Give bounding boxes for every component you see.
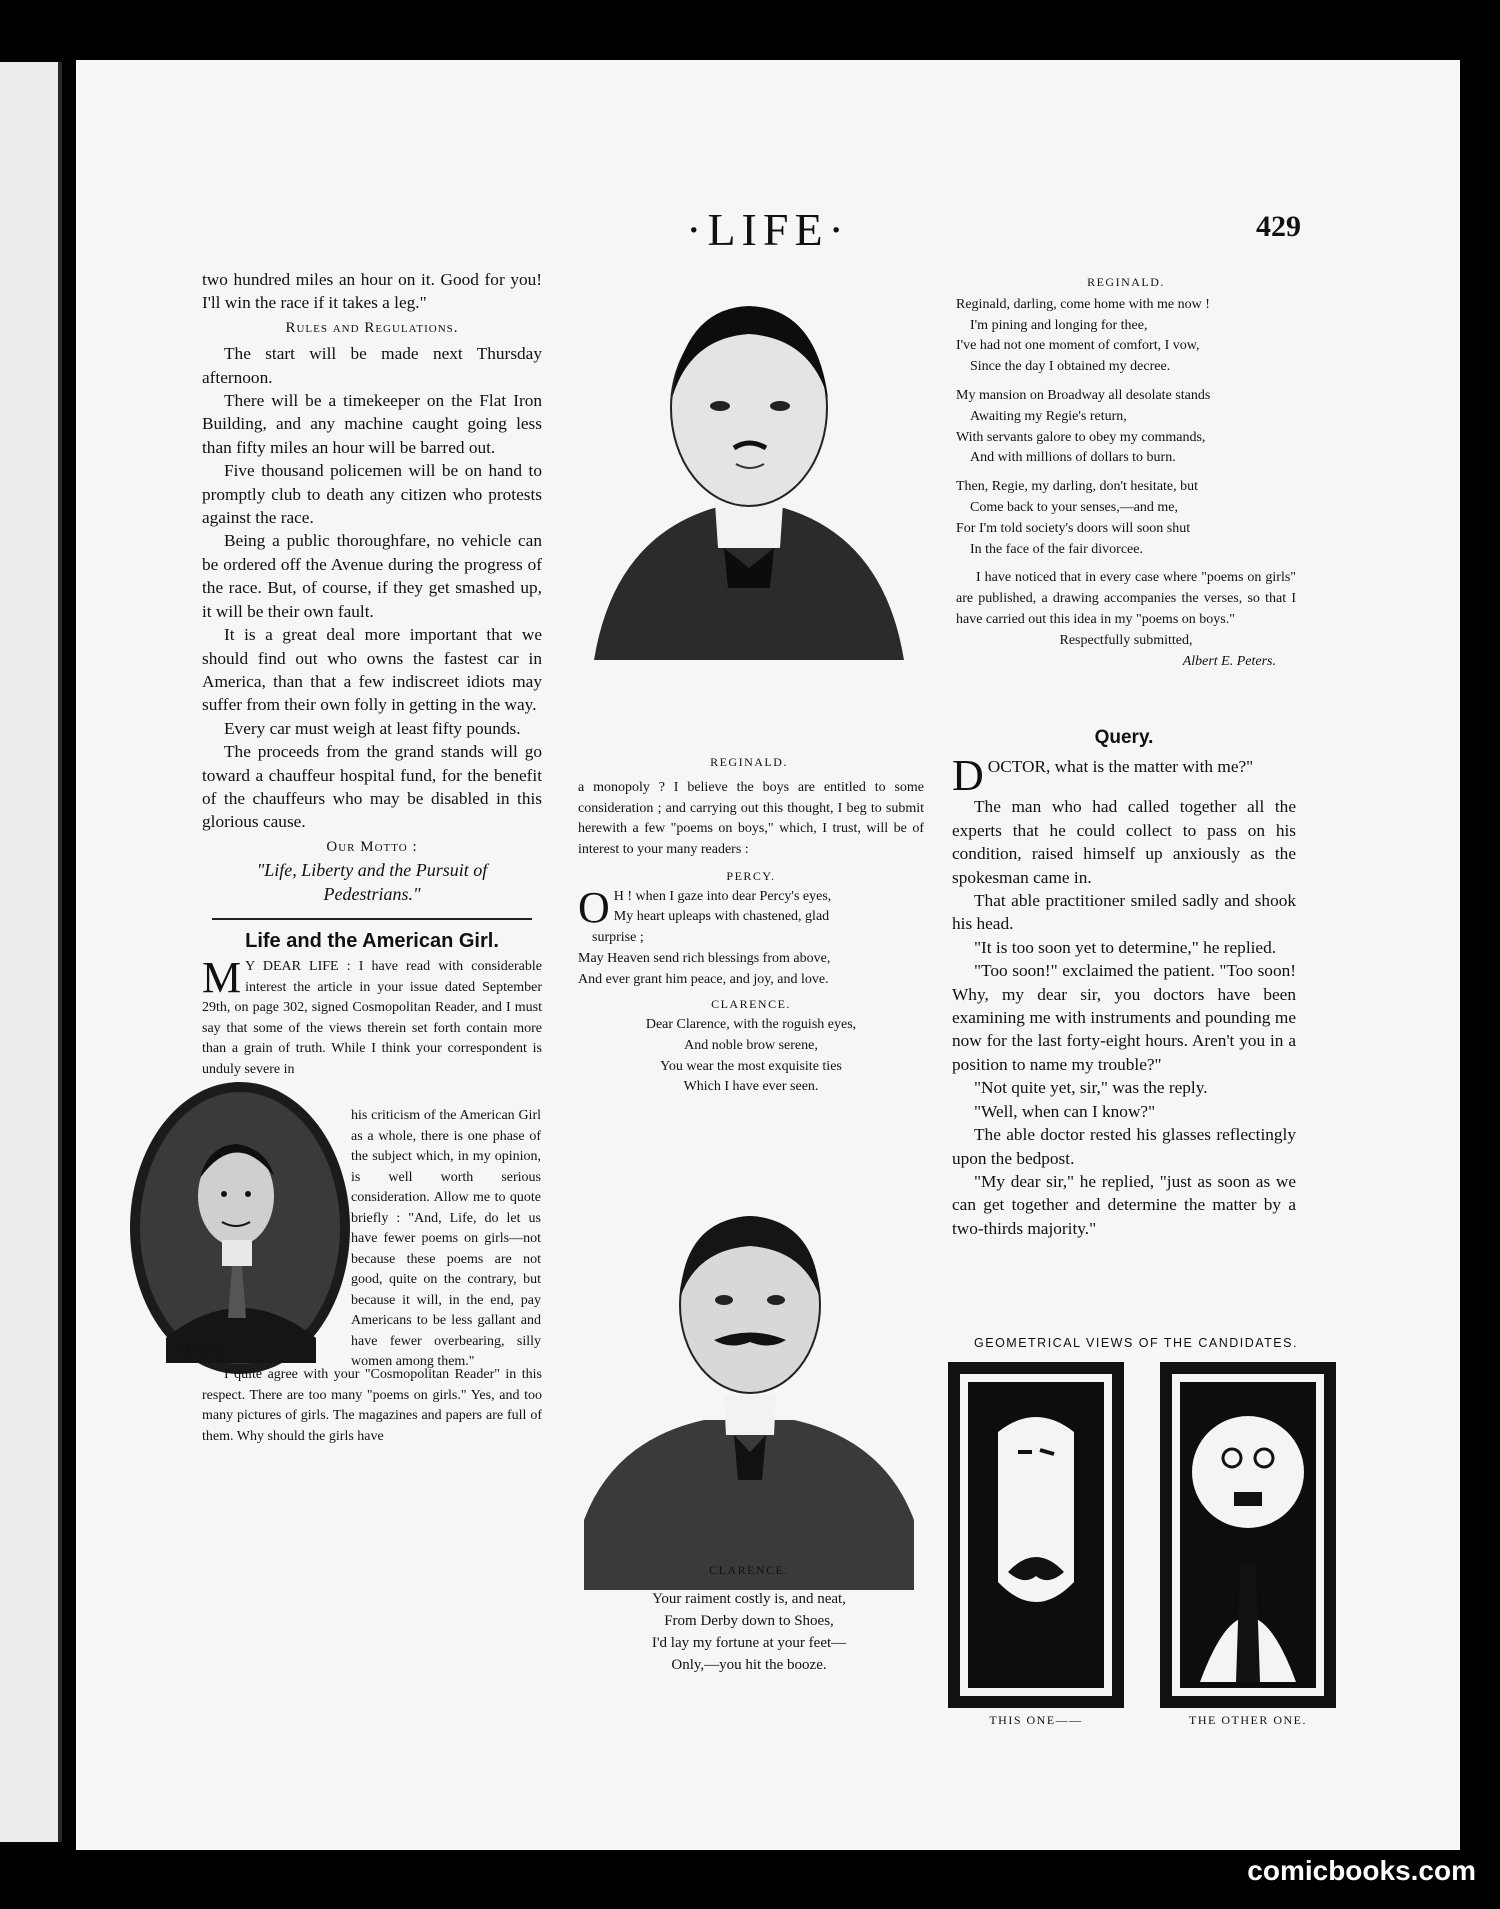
query-paragraph: "My dear sir," he replied, "just as soon as we can get together and determine the matter by a two-thirds majority." <box>952 1171 1296 1238</box>
query-paragraph: That able practitioner smiled sadly and shook his head. <box>952 891 1296 934</box>
rules-paragraph: Being a public thoroughfare, no vehicle can be ordered off the Avenue during the progress of the race. But, of course, if they get smashed up, it will be their own fault. <box>202 531 542 621</box>
magazine-page <box>76 60 1460 1850</box>
poem-title-clarence: CLARENCE. <box>711 997 791 1012</box>
query-title: Query. <box>1094 727 1154 748</box>
drop-cap: D <box>952 751 984 801</box>
column-left <box>202 268 542 1080</box>
rules-heading: Rules and Regulations. <box>285 319 459 336</box>
poem-line: Your raiment costly is, and neat, <box>652 1591 846 1607</box>
query-paragraph: OCTOR, what is the matter with me?" <box>987 757 1254 777</box>
query-paragraph: "Well, when can I know?" <box>974 1101 1156 1121</box>
rules-paragraph: There will be a timekeeper on the Flat Iron Building, and any machine caught going less than fifty miles an hour will be barred out. <box>202 391 542 457</box>
signature: Albert E. Peters. <box>1182 653 1276 669</box>
poem-clarence-raiment <box>584 1588 914 1676</box>
poem-line: Since the day I obtained my decree. <box>970 359 1171 375</box>
signoff: Respectfully submitted, <box>1059 632 1193 648</box>
poem-line: Dear Clarence, with the roguish eyes, <box>645 1016 857 1032</box>
rules-paragraph: Five thousand policemen will be on hand to promptly club to death any citizen who protests against the race. <box>202 461 542 528</box>
query-paragraph: "Not quite yet, sir," was the reply. <box>974 1078 1208 1098</box>
poem-line: Only,—you hit the booze. <box>671 1657 827 1673</box>
drop-cap: M <box>202 953 242 1003</box>
geometric-cartoon-other-one <box>1160 1362 1336 1708</box>
poem-line: From Derby down to Shoes, <box>664 1613 834 1629</box>
stanza-3 <box>956 477 1296 560</box>
poem-line: I'm pining and longing for thee, <box>970 317 1148 333</box>
article-opening <box>202 953 542 1080</box>
article-wrap-text <box>351 1106 541 1373</box>
adjacent-page-edge <box>0 62 62 1842</box>
query-paragraph: The able doctor rested his glasses reflectingly upon the bedpost. <box>952 1125 1296 1168</box>
article-paragraph: Y DEAR LIFE : I have read with considerable interest the article in your issue dated September 29th, on page 302, signed Cosmopolitan Reader, and I must say that some of the views therein set forth contain more than a grain of truth. While I think your correspondent is unduly severe in <box>202 959 542 1077</box>
reginald-caption: REGINALD. <box>710 755 788 769</box>
article-title: Life and the American Girl. <box>245 929 499 952</box>
article-paragraph: I quite agree with your "Cosmopolitan Reader" in this respect. There are too many "poems on girls." Yes, and too many pictures of girls. The magazines and papers are full of them. Why should the girls have <box>202 1367 542 1444</box>
page-number: 429 <box>1256 210 1301 243</box>
geometric-views-title: GEOMETRICAL VIEWS OF THE CANDIDATES. <box>974 1336 1298 1350</box>
poem-line: Reginald, darling, come home with me now ! <box>956 296 1210 312</box>
column-right-poem <box>956 272 1296 672</box>
watermark-credit: comicbooks.com <box>1247 1855 1476 1886</box>
poem-line: For I'm told society's doors will soon shut <box>956 520 1191 536</box>
poem-line: May Heaven send rich blessings from above, <box>578 950 831 966</box>
poem-line: Which I have ever seen. <box>683 1079 819 1095</box>
poem-line: My heart upleaps with chastened, glad <box>613 909 830 925</box>
author-note: I have noticed that in every case where "poems on girls" are published, a drawing accompanies the verses, so that I have carried out this idea in my "poems on boys." <box>956 570 1296 627</box>
article-continuation <box>202 1365 542 1447</box>
rules-paragraph: The proceeds from the grand stands will go toward a chauffeur hospital fund, for the benefit of the chauffeurs who may be disabled in this glorious cause. <box>202 742 542 832</box>
query-paragraph: The man who had called together all the experts that he could collect to pass on his condition, raised himself up anxiously as the spokesman came in. <box>952 797 1296 887</box>
motto-label: Our Motto : <box>326 838 418 855</box>
drop-cap: O <box>578 882 610 932</box>
poem-line: With servants galore to obey my commands, <box>956 429 1206 445</box>
poem-percy <box>578 882 924 991</box>
motto-text: "Life, Liberty and the Pursuit of Pedestrians." <box>256 860 488 904</box>
poem-title-reginald: REGINALD. <box>1087 275 1165 289</box>
caption-the-other-one: THE OTHER ONE. <box>1189 1713 1307 1727</box>
poem-clarence <box>578 1015 924 1098</box>
poem-line: Come back to your senses,—and me, <box>970 499 1179 515</box>
poem-line: I'd lay my fortune at your feet— <box>651 1635 847 1651</box>
stanza-1 <box>956 295 1296 378</box>
clarence-portrait <box>584 1190 914 1590</box>
poem-line: I've had not one moment of comfort, I vow, <box>956 338 1200 354</box>
clarence-caption: CLARENCE. <box>709 1563 789 1577</box>
masthead-life: ·LIFE· <box>686 204 850 255</box>
poem-line: Awaiting my Regie's return, <box>970 408 1127 424</box>
poem-line: And ever grant him peace, and joy, and love. <box>578 971 829 987</box>
poem-line: H ! when I gaze into dear Percy's eyes, <box>613 888 832 904</box>
stanza-2 <box>956 386 1296 469</box>
rules-paragraph: The start will be made next Thursday afternoon. <box>202 344 542 387</box>
poem-line: In the face of the fair divorcee. <box>970 541 1143 557</box>
intro-text: two hundred miles an hour on it. Good for you! I'll win the race if it takes a leg." <box>202 270 542 313</box>
percy-caption: PERCY. <box>178 1342 228 1356</box>
article-paragraph: his criticism of the American Girl as a whole, there is one phase of the subject which, in my opinion, is well worth serious consideration. Allow me to quote briefly : "And, Life, do let us have fewer poems on girls—not because these poems are not good, quite on the contrary, but because it will, in the end, pay Americans to be less gallant and have fewer overbearing, silly women among them." <box>351 1108 541 1369</box>
section-divider <box>212 918 532 920</box>
reginald-portrait <box>584 288 914 660</box>
percy-portrait <box>126 1078 354 1378</box>
query-paragraph: "Too soon!" exclaimed the patient. "Too soon! Why, my dear sir, you doctors have been examining me with instruments and pounding me now for the last forty-eight hours. Aren't you in a position to name my trouble?" <box>952 961 1296 1074</box>
poem-line: And with millions of dollars to burn. <box>970 450 1176 466</box>
query-paragraph: "It is too soon yet to determine," he replied. <box>974 937 1277 957</box>
poem-line: You wear the most exquisite ties <box>660 1058 842 1074</box>
column-middle <box>578 778 924 1098</box>
poem-title-percy: PERCY. <box>726 869 776 883</box>
geometric-cartoon-this-one <box>948 1362 1124 1708</box>
poem-line: Then, Regie, my darling, don't hesitate, but <box>956 479 1199 495</box>
column-right-query <box>952 726 1296 1240</box>
poem-line: And noble brow serene, <box>684 1037 818 1053</box>
middle-intro: a monopoly ? I believe the boys are entitled to some consideration ; and carrying out this thought, I beg to submit herewith a few "poems on boys," which, I trust, will be of interest to your many readers : <box>578 780 924 857</box>
poem-line: surprise ; <box>592 930 644 946</box>
poem-line: My mansion on Broadway all desolate stands <box>956 387 1211 403</box>
caption-this-one: THIS ONE—— <box>989 1713 1083 1727</box>
rules-paragraph: It is a great deal more important that we should find out who owns the fastest car in America, than that a few indiscreet idiots may suffer from their own folly in getting in the way. <box>202 625 542 715</box>
query-opening <box>952 751 1296 801</box>
rules-paragraph: Every car must weigh at least fifty pounds. <box>224 718 521 738</box>
